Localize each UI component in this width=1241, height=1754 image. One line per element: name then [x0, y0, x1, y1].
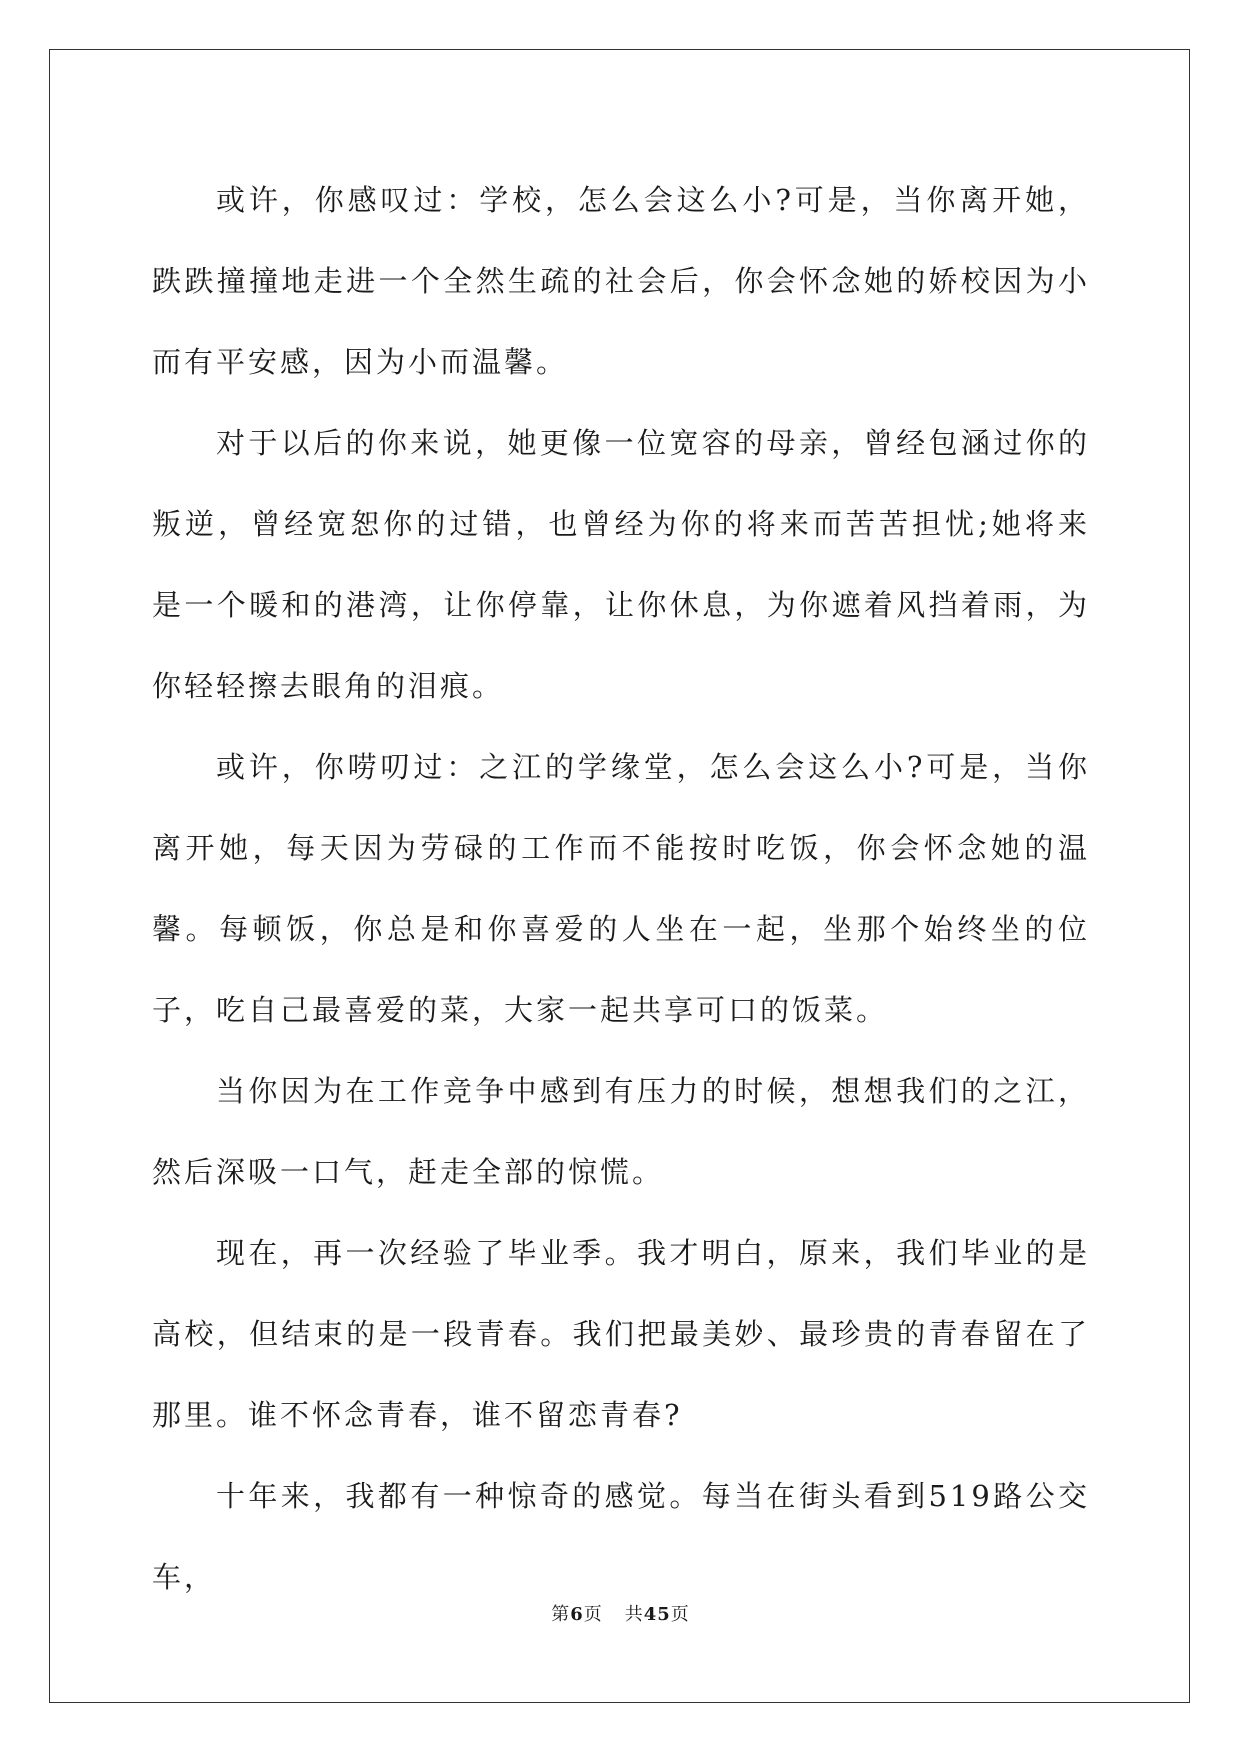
current-page-number: 6 [570, 1604, 584, 1625]
page-footer [0, 1603, 1241, 1627]
footer-total-prefix: 共 [624, 1604, 644, 1625]
paragraph-1: 或许，你感叹过：学校，怎么会这么小?可是，当你离开她，跌跌撞撞地走进一个全然生疏的社会后，你会怀念她的娇校因为小而有平安感，因为小而温馨。 [152, 183, 1090, 379]
total-pages-number: 45 [643, 1604, 671, 1625]
paragraph-4: 当你因为在工作竞争中感到有压力的时候，想想我们的之江，然后深吸一口气，赶走全部的惊慌。 [152, 1074, 1090, 1189]
footer-total-suffix: 页 [670, 1604, 690, 1625]
paragraph-2: 对于以后的你来说，她更像一位宽容的母亲，曾经包涵过你的叛逆，曾经宽恕你的过错，也曾经为你的将来而苦苦担忧;她将来是一个暖和的港湾，让你停靠，让你休息，为你遮着风挡着雨，为你轻轻擦去眼角的泪痕。 [152, 426, 1090, 703]
document-body [152, 160, 1090, 1618]
footer-prefix: 第 [551, 1604, 571, 1625]
paragraph-5: 现在，再一次经验了毕业季。我才明白，原来，我们毕业的是高校，但结束的是一段青春。我们把最美妙、最珍贵的青春留在了那里。谁不怀念青春，谁不留恋青春? [152, 1236, 1090, 1432]
paragraph-3: 或许，你唠叨过：之江的学缘堂，怎么会这么小?可是，当你离开她，每天因为劳碌的工作而不能按时吃饭，你会怀念她的温馨。每顿饭，你总是和你喜爱的人坐在一起，坐那个始终坐的位子，吃自己最喜爱的菜，大家一起共享可口的饭菜。 [152, 750, 1090, 1027]
paragraph-6: 十年来，我都有一种惊奇的感觉。每当在街头看到519路公交车， [152, 1479, 1090, 1594]
footer-page-suffix: 页 [583, 1604, 603, 1625]
